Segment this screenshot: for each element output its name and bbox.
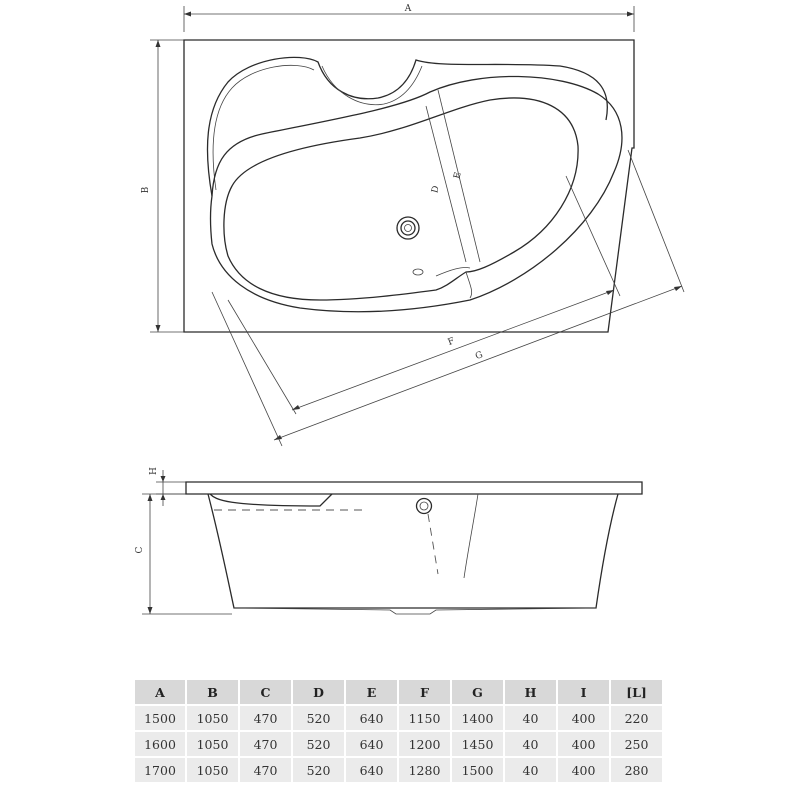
table-header-row — [135, 680, 662, 704]
table-cell: 1050 — [187, 732, 238, 756]
table-cell: 470 — [240, 732, 291, 756]
side-rim — [186, 482, 642, 494]
top-view — [141, 4, 684, 446]
dimension-a — [184, 4, 634, 32]
dimension-h — [149, 467, 186, 506]
column-header: B — [187, 680, 238, 704]
table-row — [135, 706, 662, 730]
table-cell: 1150 — [399, 706, 450, 730]
side-tub-body — [208, 494, 618, 608]
dimension-d-label: D — [430, 184, 442, 195]
table-cell: 40 — [505, 732, 556, 756]
table-cell: 220 — [611, 706, 662, 730]
dimension-g-label: G — [474, 350, 485, 363]
table-row — [135, 732, 662, 756]
column-header: I — [558, 680, 609, 704]
table-cell: 400 — [558, 732, 609, 756]
table-row — [135, 758, 662, 782]
side-view — [135, 467, 642, 614]
column-header: D — [293, 680, 344, 704]
table-cell: 1500 — [452, 758, 503, 782]
side-overflow-icon — [417, 499, 432, 514]
table-cell: 1280 — [399, 758, 450, 782]
table-cell: 1200 — [399, 732, 450, 756]
table-cell: 520 — [293, 732, 344, 756]
dimension-d — [426, 106, 466, 262]
table-cell: 1400 — [452, 706, 503, 730]
table-cell: 400 — [558, 758, 609, 782]
table-cell: 1600 — [135, 732, 185, 756]
table-cell: 1500 — [135, 706, 185, 730]
dimensions-table — [133, 678, 664, 784]
dimension-f-label: F — [446, 336, 456, 348]
dimension-h-label: H — [149, 467, 159, 475]
overflow-icon — [413, 269, 423, 275]
basin-inner-edge — [224, 98, 578, 300]
table-cell: 640 — [346, 758, 397, 782]
column-header: A — [135, 680, 185, 704]
table-cell: 40 — [505, 706, 556, 730]
dimension-a-label: A — [404, 4, 412, 14]
table-cell: 520 — [293, 706, 344, 730]
table-cell: 280 — [611, 758, 662, 782]
column-header: C — [240, 680, 291, 704]
table-cell: 250 — [611, 732, 662, 756]
column-header: [L] — [611, 680, 662, 704]
column-header: G — [452, 680, 503, 704]
table-cell: 640 — [346, 732, 397, 756]
drain-icon — [397, 217, 419, 239]
column-header: H — [505, 680, 556, 704]
table-cell: 1050 — [187, 758, 238, 782]
dimension-c-label: C — [135, 546, 145, 554]
table-cell: 1450 — [452, 732, 503, 756]
table-cell: 470 — [240, 706, 291, 730]
table-cell: 470 — [240, 758, 291, 782]
column-header: F — [399, 680, 450, 704]
table-cell: 40 — [505, 758, 556, 782]
tub-outer-rim — [184, 40, 634, 332]
table-cell: 400 — [558, 706, 609, 730]
dimension-f — [228, 176, 620, 414]
dimension-e-label: E — [452, 171, 464, 180]
dimension-b-label: B — [141, 186, 151, 194]
dimension-b — [141, 40, 184, 332]
dimension-c — [135, 494, 232, 614]
dimension-g — [212, 150, 684, 446]
table-cell: 520 — [293, 758, 344, 782]
table-cell: 1050 — [187, 706, 238, 730]
column-header: E — [346, 680, 397, 704]
table-cell: 1700 — [135, 758, 185, 782]
table-cell: 640 — [346, 706, 397, 730]
